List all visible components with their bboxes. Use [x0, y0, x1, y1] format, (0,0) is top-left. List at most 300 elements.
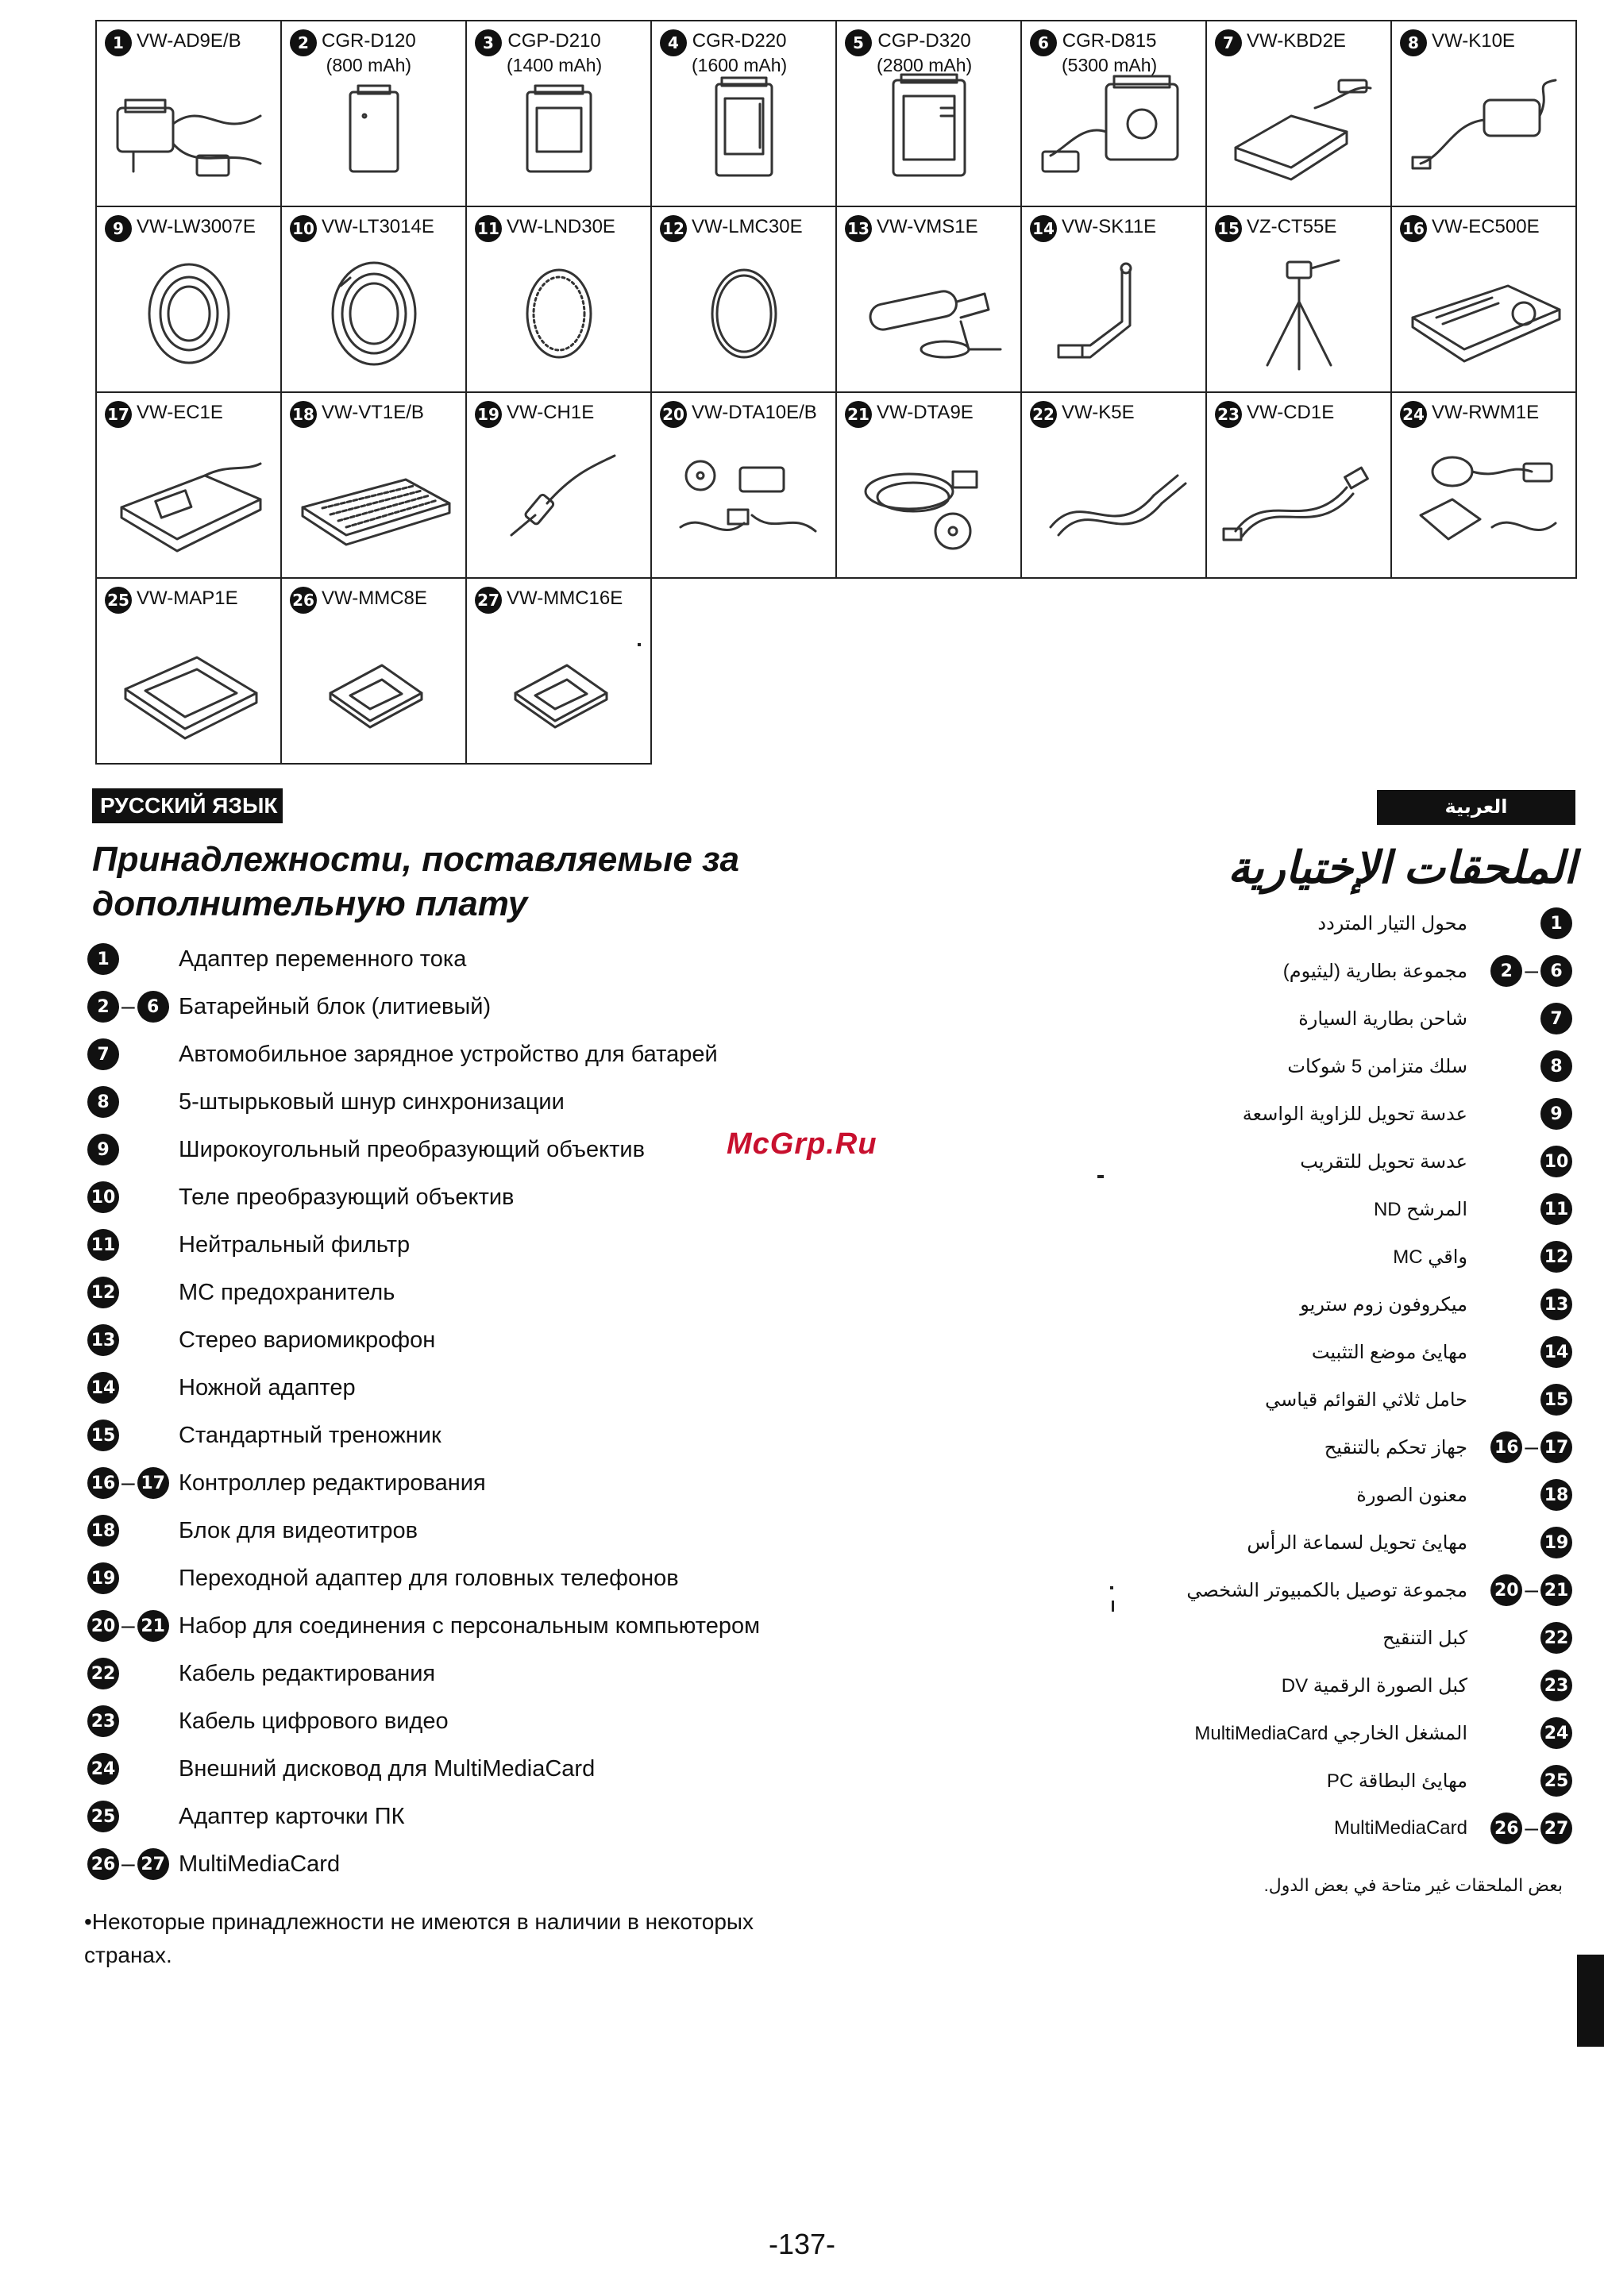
accessory-cell-header: [1392, 393, 1575, 428]
item-number-badge: [1477, 1146, 1572, 1177]
russian-item-text: Ножной адаптер: [179, 1374, 356, 1400]
accessory-model-label: [1247, 401, 1334, 425]
accessory-cell-header: [1207, 21, 1390, 56]
item-number-badge: [1477, 1717, 1572, 1749]
item-number: 23: [87, 1705, 119, 1737]
accessory-cell: [1391, 206, 1576, 392]
accessory-model-label: [1432, 215, 1540, 239]
russian-list-item: [87, 1173, 881, 1221]
accessory-cell: [96, 578, 281, 764]
arabic-list-item: [1032, 900, 1572, 947]
russian-title-line-1: Принадлежности, поставляемые за: [92, 840, 739, 879]
accessory-number-badge: 24: [1400, 401, 1427, 428]
item-number: 26: [1490, 1813, 1522, 1844]
accessory-cell-header: [282, 393, 465, 428]
accessory-cell: [836, 206, 1021, 392]
battery-xlarge-illustration: [850, 68, 1008, 191]
titler-keyboard-illustration: [295, 440, 453, 563]
russian-item-text: Стерео вариомикрофон: [179, 1327, 436, 1353]
russian-item-text: Переходной адаптер для головных телефонов: [179, 1565, 679, 1591]
accessory-cell-header: [97, 393, 280, 428]
accessory-cell-header: [282, 207, 465, 242]
item-number-badge: [87, 1134, 179, 1165]
accessory-number-badge: 8: [1400, 29, 1427, 56]
shoe-bracket-illustration: [1035, 254, 1193, 377]
arabic-item-text: مجموعة توصيل بالكمبيوتر الشخصي: [1186, 1579, 1467, 1601]
accessory-model-code: VW-DTA9E: [877, 402, 974, 423]
item-number: 7: [87, 1038, 119, 1070]
item-number-badge: [87, 1181, 179, 1213]
russian-language-label: РУССКИЙ ЯЗЫК: [92, 788, 283, 823]
russian-list-item: [87, 1745, 881, 1793]
item-number: 8: [1540, 1050, 1572, 1082]
item-number: 18: [87, 1515, 119, 1547]
accessory-model-label: [322, 587, 427, 611]
arabic-list-item: [1032, 1042, 1572, 1090]
ac-adaptor-illustration: [110, 68, 268, 191]
item-number: 25: [87, 1801, 119, 1832]
item-number: 19: [87, 1562, 119, 1594]
arabic-accessory-list: [1032, 900, 1572, 1852]
russian-list-item: [87, 1459, 881, 1507]
accessory-model-code: VW-LW3007E: [137, 216, 256, 237]
item-number-badge: [87, 1420, 179, 1451]
edit-controller-illustration: [1405, 254, 1564, 377]
item-number-badge: [1477, 1670, 1572, 1701]
accessory-model-code: VW-VMS1E: [877, 216, 978, 237]
dv-cable-illustration: [1220, 440, 1378, 563]
russian-list-item: [87, 935, 881, 983]
arabic-item-text: محول التيار المتردد: [1317, 912, 1467, 934]
russian-title-line-2: дополнительную плату: [92, 884, 528, 923]
accessory-model-label: [507, 587, 623, 611]
accessory-model-label: [1062, 401, 1135, 425]
item-number-badge: [87, 943, 179, 975]
accessory-number-badge: 13: [845, 215, 872, 242]
accessory-cell: [1206, 21, 1391, 206]
item-number: 7: [1540, 1003, 1572, 1034]
accessory-cell: [1206, 206, 1391, 392]
russian-availability-note: •Некоторые принадлежности не имеются в наличии в некоторых странах.: [84, 1909, 754, 1967]
accessory-number-badge: 3: [475, 29, 502, 56]
accessory-model-label: [1247, 215, 1336, 239]
accessory-cell: [1391, 392, 1576, 578]
accessory-number-badge: 1: [105, 29, 132, 56]
pc-kit-illustration: [665, 440, 823, 563]
item-number: 21: [1540, 1574, 1572, 1606]
accessory-grid-row: [96, 206, 1576, 392]
item-number: 17: [1540, 1431, 1572, 1463]
accessory-number-badge: 5: [845, 29, 872, 56]
russian-item-text: Батарейный блок (литиевый): [179, 993, 492, 1019]
accessory-model-label: [137, 215, 256, 239]
item-number: 9: [87, 1134, 119, 1165]
accessory-cell: [466, 392, 651, 578]
item-number: 6: [1540, 955, 1572, 987]
item-number: 20: [1490, 1574, 1522, 1606]
battery-medium-illustration: [480, 68, 638, 191]
item-number: 26: [87, 1848, 119, 1880]
accessory-number-badge: 16: [1400, 215, 1427, 242]
item-number-badge: [87, 1562, 179, 1594]
accessory-model-code: CGR-D815: [1062, 30, 1157, 52]
russian-item-text: Блок для видеотитров: [179, 1517, 418, 1543]
microphone-illustration: [850, 254, 1008, 377]
range-dash: –: [121, 1470, 135, 1496]
item-number-badge: [1477, 1765, 1572, 1797]
accessory-cell-header: [467, 579, 650, 614]
empty-grid-cell: [1206, 578, 1391, 764]
russian-list-item: [87, 1364, 881, 1412]
arabic-list-item: [1032, 1471, 1572, 1519]
russian-item-text: Внешний дисковод для MultiMediaCard: [179, 1755, 596, 1782]
arabic-list-item: [1032, 947, 1572, 995]
item-number-badge: [87, 1705, 179, 1737]
item-number-badge: [1477, 1431, 1572, 1463]
accessory-grid-row: [96, 392, 1576, 578]
russian-list-item: [87, 1507, 881, 1554]
item-number: 18: [1540, 1479, 1572, 1511]
empty-grid-cell: [651, 578, 836, 764]
accessory-cell: [96, 206, 281, 392]
item-number-badge: [1477, 1289, 1572, 1320]
battery-small-illustration: [295, 68, 453, 191]
accessory-model-code: VW-EC500E: [1432, 216, 1540, 237]
arabic-availability-note: بعض الملحقات غير متاحة في بعض الدول.: [1263, 1875, 1563, 1895]
accessory-cell: [1021, 21, 1206, 206]
accessory-model-code: VW-DTA10E/B: [692, 402, 817, 423]
item-number: 22: [1540, 1622, 1572, 1654]
accessory-model-label: [507, 401, 594, 425]
battery-large-illustration: [665, 68, 823, 191]
item-number: 1: [1540, 907, 1572, 939]
accessory-model-code: VZ-CT55E: [1247, 216, 1337, 237]
arabic-list-item: [1032, 1376, 1572, 1423]
scan-speck: [1112, 1601, 1114, 1612]
car-charger-illustration: [1220, 68, 1378, 191]
scan-speck: [1097, 1175, 1104, 1178]
accessory-cell: [281, 578, 466, 764]
item-number-badge: [87, 1610, 179, 1642]
accessory-model-label: [137, 587, 238, 611]
accessory-cell: [281, 206, 466, 392]
accessory-cell: [96, 21, 281, 206]
range-dash: –: [1525, 1434, 1538, 1460]
accessory-number-badge: 27: [475, 587, 502, 614]
item-number-badge: [87, 1038, 179, 1070]
item-number: 17: [137, 1467, 169, 1499]
accessory-number-badge: 25: [105, 587, 132, 614]
accessory-cell: [836, 21, 1021, 206]
accessory-model-code: VW-RWM1E: [1432, 402, 1540, 423]
item-number-badge: [1477, 1813, 1572, 1844]
wide-lens-illustration: [110, 254, 268, 377]
arabic-list-item: [1032, 1233, 1572, 1281]
accessory-cell-header: [837, 207, 1020, 242]
accessory-cell-header: [97, 21, 280, 56]
item-number: 8: [87, 1086, 119, 1118]
item-number: 10: [87, 1181, 119, 1213]
item-number: 16: [1490, 1431, 1522, 1463]
russian-item-text: Адаптер карточки ПК: [179, 1803, 405, 1829]
item-number: 11: [1540, 1193, 1572, 1225]
accessory-model-code: CGP-D320: [877, 30, 971, 52]
accessory-cell: [281, 21, 466, 206]
accessory-cell-header: [1392, 207, 1575, 242]
arabic-section-title: الملحقات الإختيارية: [1228, 842, 1576, 892]
item-number: 10: [1540, 1146, 1572, 1177]
accessory-cell: [651, 392, 836, 578]
arabic-item-text: كبل الصورة الرقمية DV: [1281, 1674, 1467, 1697]
nd-filter-illustration: [480, 254, 638, 377]
item-number: 22: [87, 1658, 119, 1689]
item-number: 23: [1540, 1670, 1572, 1701]
arabic-language-label: العربية: [1377, 790, 1575, 825]
accessory-cell-header: [97, 207, 280, 242]
item-number-badge: [87, 1229, 179, 1261]
headphone-adaptor-illustration: [480, 440, 638, 563]
accessory-model-code: VW-MAP1E: [137, 587, 238, 609]
accessory-number-badge: 21: [845, 401, 872, 428]
item-number-badge: [87, 1467, 179, 1499]
russian-list-item: [87, 1602, 881, 1650]
item-number: 24: [87, 1753, 119, 1785]
arabic-list-item: [1032, 1662, 1572, 1709]
pc-card-adaptor-illustration: [110, 626, 268, 749]
accessory-number-badge: 7: [1215, 29, 1242, 56]
item-number-badge: [1477, 1003, 1572, 1034]
item-number: 9: [1540, 1098, 1572, 1130]
item-number: 13: [1540, 1289, 1572, 1320]
section-tab-marker: [1577, 1955, 1604, 2047]
accessory-cell: [1206, 392, 1391, 578]
accessory-model-label: [322, 401, 424, 425]
accessory-model-code: VW-K10E: [1432, 30, 1515, 52]
russian-item-text: Стандартный треножник: [179, 1422, 441, 1448]
item-number: 14: [87, 1372, 119, 1404]
accessory-model-label: [137, 401, 223, 425]
item-number-badge: [1477, 1574, 1572, 1606]
accessory-cell-header: [1392, 21, 1575, 56]
accessory-cell-header: [652, 207, 835, 242]
item-number-badge: [87, 1753, 179, 1785]
accessory-capacity: (800 mAh): [326, 55, 412, 75]
item-number-badge: [1477, 1527, 1572, 1558]
russian-item-text: Кабель редактирования: [179, 1660, 436, 1686]
accessory-number-badge: 4: [660, 29, 687, 56]
accessory-cell: [651, 21, 836, 206]
item-number-badge: [1477, 1241, 1572, 1273]
range-dash: –: [121, 1612, 135, 1639]
accessory-model-label: [692, 401, 817, 425]
russian-item-text: Нейтральный фильтр: [179, 1231, 411, 1258]
russian-list-item: [87, 1269, 881, 1316]
accessory-model-label: [877, 401, 974, 425]
item-number-badge: [1477, 1098, 1572, 1130]
item-number: 2: [1490, 955, 1522, 987]
item-number: 25: [1540, 1765, 1572, 1797]
item-number-badge: [87, 1086, 179, 1118]
accessory-cell: [281, 392, 466, 578]
arabic-list-item: [1032, 1423, 1572, 1471]
empty-grid-cell: [836, 578, 1021, 764]
range-dash: –: [121, 1851, 135, 1877]
accessory-model-code: VW-LT3014E: [322, 216, 434, 237]
accessory-model-code: VW-KBD2E: [1247, 30, 1346, 52]
item-number-badge: [1477, 1050, 1572, 1082]
accessory-number-badge: 22: [1030, 401, 1057, 428]
item-number-badge: [87, 1801, 179, 1832]
item-number: 11: [87, 1229, 119, 1261]
arabic-item-text: مهايئ البطاقة PC: [1326, 1770, 1467, 1792]
item-number: 27: [1540, 1813, 1572, 1844]
arabic-item-text: المشغل الخارجي MultiMediaCard: [1194, 1722, 1467, 1744]
arabic-item-text: MultiMediaCard: [1333, 1817, 1467, 1839]
accessory-model-code: VW-SK11E: [1062, 216, 1157, 237]
russian-item-text: MC предохранитель: [179, 1279, 395, 1305]
accessory-number-badge: 17: [105, 401, 132, 428]
russian-item-text: MultiMediaCard: [179, 1851, 341, 1877]
range-dash: –: [1525, 1577, 1538, 1603]
arabic-item-text: عدسة تحويل للزاوية الواسعة: [1242, 1103, 1467, 1125]
russian-item-text: Кабель цифрового видео: [179, 1708, 449, 1734]
item-number-badge: [87, 1848, 179, 1880]
item-number: 6: [137, 991, 169, 1023]
accessory-number-badge: 23: [1215, 401, 1242, 428]
item-number: 19: [1540, 1527, 1572, 1558]
accessory-cell: [651, 206, 836, 392]
item-number-badge: [1477, 1193, 1572, 1225]
range-dash: –: [1525, 957, 1538, 984]
accessory-model-label: [877, 215, 978, 239]
accessory-model-label: [1432, 401, 1539, 425]
accessory-model-code: CGR-D120: [322, 30, 416, 52]
accessory-cell: [466, 578, 651, 764]
accessory-model-code: VW-EC1E: [137, 402, 223, 423]
mmc-card-illustration: [480, 626, 638, 749]
item-number-badge: [87, 1324, 179, 1356]
edit-controller-small-illustration: [110, 440, 268, 563]
accessory-model-code: CGR-D220: [692, 30, 787, 52]
accessory-cell-header: [467, 207, 650, 242]
accessory-cell-header: [282, 579, 465, 614]
sync-cable-illustration: [1405, 68, 1564, 191]
range-dash: –: [121, 993, 135, 1019]
item-number: 2: [87, 991, 119, 1023]
accessory-cell: [836, 392, 1021, 578]
arabic-item-text: مهايئ موضع التثبيت: [1311, 1341, 1467, 1363]
accessory-cell: [466, 21, 651, 206]
item-number: 21: [137, 1610, 169, 1642]
accessory-number-badge: 14: [1030, 215, 1057, 242]
arabic-list-item: [1032, 1805, 1572, 1852]
empty-grid-cell: [1391, 578, 1576, 764]
russian-list-item: [87, 1078, 881, 1126]
page-number: -137-: [768, 2228, 836, 2260]
arabic-item-text: المرشح ND: [1373, 1198, 1467, 1220]
arabic-list-item: [1032, 1614, 1572, 1662]
accessory-cell-header: [1022, 207, 1205, 242]
item-number-badge: [87, 1658, 179, 1689]
russian-accessory-list: [87, 935, 881, 1888]
russian-list-item: [87, 1793, 881, 1840]
item-number-badge: [1477, 1384, 1572, 1416]
watermark: McGrp.Ru: [727, 1127, 877, 1161]
accessory-model-label: [692, 215, 803, 239]
scan-speck: [1110, 1586, 1113, 1589]
russian-list-item: [87, 1697, 881, 1745]
arabic-item-text: عدسة تحويل للتقريب: [1300, 1150, 1467, 1173]
accessory-model-code: VW-MMC16E: [507, 587, 623, 609]
arabic-list-item: [1032, 1519, 1572, 1566]
accessory-number-badge: 26: [290, 587, 317, 614]
item-number: 20: [87, 1610, 119, 1642]
accessory-model-code: VW-LMC30E: [692, 216, 803, 237]
tripod-illustration: [1220, 254, 1378, 377]
arabic-item-text: شاحن بطارية السيارة: [1298, 1007, 1467, 1030]
accessory-cell: [1021, 206, 1206, 392]
accessory-model-code: CGP-D210: [507, 30, 601, 52]
arabic-list-item: [1032, 1090, 1572, 1138]
arabic-list-item: [1032, 1328, 1572, 1376]
accessory-number-badge: 15: [1215, 215, 1242, 242]
arabic-list-item: [1032, 1185, 1572, 1233]
russian-item-text: Широкоугольный преобразующий объектив: [179, 1136, 646, 1162]
arabic-item-text: سلك متزامن 5 شوكات: [1287, 1055, 1467, 1077]
accessory-number-badge: 6: [1030, 29, 1057, 56]
item-number: 12: [87, 1277, 119, 1308]
accessory-model-label: [1062, 215, 1156, 239]
arabic-item-text: واقي MC: [1393, 1246, 1467, 1268]
accessory-cell-header: [97, 579, 280, 614]
russian-list-item: [87, 1650, 881, 1697]
russian-list-item: [87, 983, 881, 1031]
accessory-model-code: VW-CD1E: [1247, 402, 1335, 423]
russian-item-text: 5-штырьковый шнур синхронизации: [179, 1088, 565, 1115]
battery-pack-illustration: [1035, 68, 1193, 191]
arabic-list-item: [1032, 1281, 1572, 1328]
russian-item-text: Теле преобразующий объектив: [179, 1184, 515, 1210]
russian-item-text: Автомобильное зарядное устройство для батарей: [179, 1041, 718, 1067]
accessory-model-label: [1247, 29, 1346, 53]
russian-list-item: [87, 1554, 881, 1602]
accessory-capacity: (5300 mAh): [1062, 55, 1158, 75]
arabic-item-text: جهاز تحكم بالتنقيح: [1324, 1436, 1467, 1458]
accessory-grid: [95, 20, 1577, 765]
accessory-number-badge: 10: [290, 215, 317, 242]
mc-protector-illustration: [665, 254, 823, 377]
item-number: 16: [87, 1467, 119, 1499]
accessory-grid-row: [96, 21, 1576, 206]
item-number: 15: [1540, 1384, 1572, 1416]
accessory-number-badge: 12: [660, 215, 687, 242]
accessory-number-badge: 2: [290, 29, 317, 56]
item-number-badge: [1477, 955, 1572, 987]
item-number: 27: [137, 1848, 169, 1880]
accessory-model-code: VW-MMC8E: [322, 587, 427, 609]
item-number: 1: [87, 943, 119, 975]
accessory-number-badge: 18: [290, 401, 317, 428]
item-number-badge: [87, 1515, 179, 1547]
accessory-model-code: VW-CH1E: [507, 402, 595, 423]
item-number: 24: [1540, 1717, 1572, 1749]
mmc-card-illustration: [295, 626, 453, 749]
accessory-model-code: VW-VT1E/B: [322, 402, 424, 423]
russian-section-title: [92, 838, 854, 926]
empty-grid-cell: [1021, 578, 1206, 764]
range-dash: –: [1525, 1815, 1538, 1841]
item-number-badge: [87, 991, 179, 1023]
